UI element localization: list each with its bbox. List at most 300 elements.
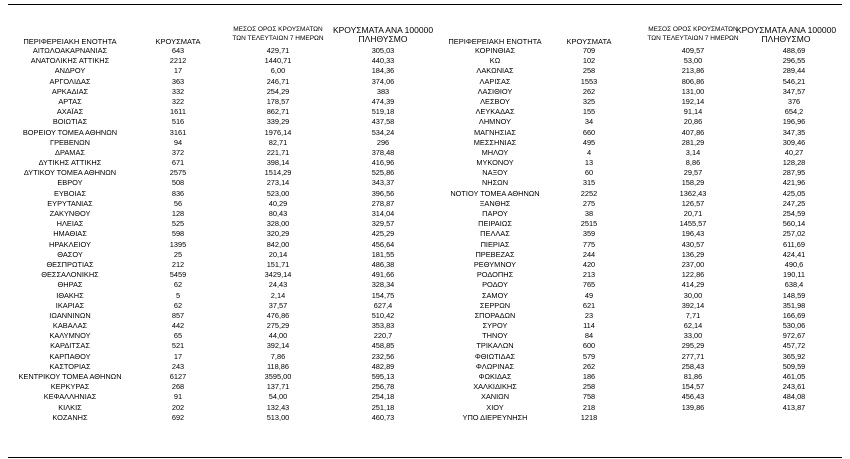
left-region-cell: ΚΑΡΠΑΘΟΥ	[49, 351, 91, 361]
right-cases-cell: 244	[582, 249, 596, 259]
left-per100k-cell: 154,75	[371, 290, 395, 300]
right-cases-cell: 660	[582, 127, 596, 137]
right-cases-cell: 262	[582, 86, 596, 96]
left-cases-cell: 643	[171, 46, 185, 55]
left-per100k-cell: 353,83	[371, 321, 395, 331]
right-avg7-cell: 20,86	[683, 117, 703, 127]
left-per100k-cell: 595,13	[371, 372, 395, 381]
left-cases-cell: 268	[171, 382, 185, 392]
table-row	[0, 311, 850, 321]
left-avg7-cell: 6,00	[270, 66, 286, 76]
right-per100k-cell: 413,87	[782, 402, 806, 412]
right-cases-cell: 325	[582, 96, 596, 106]
right-per100k-cell: 424,41	[782, 249, 806, 259]
right-per100k-cell: 509,59	[782, 361, 806, 371]
right-per100k-cell: 40,27	[784, 147, 804, 157]
right-per100k-cell: 457,72	[782, 341, 806, 351]
right-avg7-cell: 237,00	[681, 259, 705, 269]
right-avg7-cell: 430,57	[681, 239, 705, 249]
left-cases-cell: 5459	[169, 270, 187, 280]
right-cases-cell: 102	[582, 56, 596, 66]
left-region-cell: ΑΧΑΪΑΣ	[56, 107, 84, 117]
left-per100k-cell: 519,18	[371, 107, 395, 117]
right-region-cell: ΜΥΚΟΝΟΥ	[476, 158, 514, 168]
right-avg7-cell: 258,43	[681, 361, 705, 371]
right-avg7-cell: 277,71	[681, 351, 705, 361]
left-per100k-cell: 329,57	[371, 219, 395, 229]
left-cases-cell: 65	[173, 331, 183, 341]
left-avg7-cell: 398,14	[266, 158, 290, 168]
right-region-cell: ΡΟΔΟΥ	[482, 280, 508, 290]
left-region-cell: ΑΡΤΑΣ	[58, 96, 82, 106]
table-row	[0, 280, 850, 290]
table-row	[0, 209, 850, 219]
left-region-cell: ΑΝΔΡΟΥ	[54, 66, 86, 76]
table-row	[0, 372, 850, 382]
right-cases-cell: 186	[582, 372, 596, 381]
right-per100k-cell: 287,95	[782, 168, 806, 178]
right-avg7-cell: 126,57	[681, 198, 705, 208]
left-region-cell: ΚΑΣΤΟΡΙΑΣ	[49, 361, 91, 371]
right-avg7-cell: 81,86	[683, 372, 703, 381]
right-per100k-cell: 128,28	[782, 158, 806, 168]
left-cases-cell: 243	[171, 361, 185, 371]
left-per100k-cell: 184,36	[371, 66, 395, 76]
left-avg7-cell: 178,57	[266, 96, 290, 106]
table-bottom-border	[8, 457, 842, 458]
left-avg7-cell: 275,29	[266, 321, 290, 331]
left-per100k-cell: 378,48	[371, 147, 395, 157]
right-avg7-cell: 392,14	[681, 300, 705, 310]
left-region-cell: ΙΚΑΡΙΑΣ	[55, 300, 85, 310]
header-per100k-left-line2: ΠΛΗΘΥΣΜΟ	[358, 34, 408, 44]
left-avg7-cell: 320,29	[266, 229, 290, 239]
left-cases-cell: 62	[173, 300, 183, 310]
left-cases-cell: 91	[173, 392, 183, 402]
right-per100k-cell: 365,92	[782, 351, 806, 361]
right-per100k-cell: 972,67	[782, 331, 806, 341]
left-region-cell: ΖΑΚΥΝΘΟΥ	[49, 209, 91, 218]
table-row	[0, 178, 850, 188]
left-per100k-cell: 383	[376, 86, 390, 96]
table-row	[0, 97, 850, 107]
left-avg7-cell: 221,71	[266, 147, 290, 157]
right-region-cell: ΦΘΙΩΤΙΔΑΣ	[474, 351, 516, 361]
right-region-cell: ΛΗΜΝΟΥ	[478, 117, 512, 127]
header-per100k-right-line1: ΚΡΟΥΣΜΑΤΑ ΑΝΑ 100000	[735, 25, 837, 35]
left-cases-cell: 322	[171, 96, 185, 106]
left-avg7-cell: 3429,14	[264, 270, 292, 280]
left-per100k-cell: 256,78	[371, 382, 395, 392]
right-cases-cell: 2252	[580, 188, 598, 198]
right-per100k-cell: 654,2	[784, 107, 804, 117]
right-per100k-cell: 461,05	[782, 372, 806, 381]
left-avg7-cell: 862,71	[266, 107, 290, 117]
left-cases-cell: 202	[171, 402, 185, 412]
right-avg7-cell: 407,86	[681, 127, 705, 137]
left-avg7-cell: 246,71	[266, 76, 290, 86]
right-cases-cell: 420	[582, 259, 596, 269]
header-avg-right-line1: ΜΕΣΟΣ ΟΡΟΣ ΚΡΟΥΣΜΑΤΩΝ	[648, 26, 738, 33]
right-cases-cell: 114	[583, 321, 595, 331]
right-avg7-cell: 806,86	[681, 76, 705, 86]
left-per100k-cell: 343,37	[371, 178, 395, 188]
right-per100k-cell: 351,98	[782, 300, 806, 310]
left-per100k-cell: 510,42	[371, 310, 395, 320]
right-avg7-cell: 122,86	[681, 270, 705, 280]
right-avg7-cell: 33,00	[683, 331, 703, 341]
right-region-cell: ΡΕΘΥΜΝΟΥ	[473, 259, 517, 269]
right-per100k-cell: 166,69	[782, 310, 806, 320]
left-avg7-cell: 3595,00	[264, 372, 292, 381]
right-region-cell: ΣΥΡΟΥ	[482, 321, 508, 331]
right-region-cell: ΜΕΣΣΗΝΙΑΣ	[473, 137, 517, 147]
left-region-cell: ΔΡΑΜΑΣ	[55, 147, 85, 157]
left-per100k-cell: 220,7	[373, 331, 393, 341]
table-row	[0, 362, 850, 372]
left-avg7-cell: 24,43	[268, 280, 288, 290]
right-region-cell: ΥΠΟ ΔΙΕΡΕΥΝΗΣΗ	[462, 412, 528, 422]
left-per100k-cell: 437,58	[371, 117, 395, 127]
right-avg7-cell: 91,14	[683, 107, 703, 117]
table-row	[0, 46, 850, 56]
right-cases-cell: 155	[582, 107, 596, 117]
left-region-cell: ΔΥΤΙΚΟΥ ΤΟΜΕΑ ΑΘΗΝΩΝ	[23, 168, 117, 178]
left-per100k-cell: 460,73	[371, 412, 395, 422]
right-per100k-cell: 289,44	[782, 66, 806, 76]
right-avg7-cell: 281,29	[681, 137, 705, 147]
left-cases-cell: 442	[171, 321, 185, 331]
left-region-cell: ΗΛΕΙΑΣ	[56, 219, 84, 229]
right-per100k-cell: 484,08	[782, 392, 806, 402]
right-region-cell: ΝΟΤΙΟΥ ΤΟΜΕΑ ΑΘΗΝΩΝ	[450, 188, 540, 198]
left-region-cell: ΘΗΡΑΣ	[57, 280, 83, 290]
right-per100k-cell: 196,96	[782, 117, 806, 127]
left-region-cell: ΑΡΓΟΛΙΔΑΣ	[49, 76, 91, 86]
right-per100k-cell: 560,14	[782, 219, 806, 229]
header-region-right: ΠΕΡΙΦΕΡΕΙΑΚΗ ΕΝΟΤΗΤΑ	[448, 37, 542, 46]
left-avg7-cell: 476,86	[266, 310, 290, 320]
right-per100k-cell: 148,59	[782, 290, 806, 300]
left-region-cell: ΚΑΒΑΛΑΣ	[52, 321, 88, 331]
left-avg7-cell: 1514,29	[264, 168, 292, 178]
left-region-cell: ΕΥΡΥΤΑΝΙΑΣ	[47, 198, 93, 208]
left-avg7-cell: 842,00	[266, 239, 290, 249]
right-cases-cell: 84	[584, 331, 594, 341]
left-cases-cell: 857	[171, 310, 185, 320]
table-row	[0, 229, 850, 239]
left-avg7-cell: 254,29	[266, 86, 290, 96]
right-region-cell: ΝΗΣΩΝ	[481, 178, 509, 188]
left-per100k-cell: 328,34	[371, 280, 395, 290]
left-cases-cell: 128	[171, 209, 185, 218]
left-region-cell: ΕΥΒΟΙΑΣ	[53, 188, 87, 198]
left-cases-cell: 1395	[169, 239, 187, 249]
right-avg7-cell: 3,14	[685, 147, 701, 157]
table-row	[0, 341, 850, 351]
table-row	[0, 240, 850, 250]
header-avg-left-line1: ΜΕΣΟΣ ΟΡΟΣ ΚΡΟΥΣΜΑΤΩΝ	[233, 26, 323, 33]
table-row	[0, 301, 850, 311]
table-row	[0, 260, 850, 270]
right-region-cell: ΛΑΣΙΘΙΟΥ	[477, 86, 513, 96]
left-region-cell: ΙΩΑΝΝΙΝΩΝ	[49, 310, 91, 320]
left-avg7-cell: 80,43	[268, 209, 288, 218]
left-cases-cell: 363	[171, 76, 185, 86]
left-cases-cell: 17	[173, 66, 183, 76]
left-region-cell: ΘΕΣΣΑΛΟΝΙΚΗΣ	[41, 270, 99, 280]
left-region-cell: ΚΕΝΤΡΙΚΟΥ ΤΟΜΕΑ ΑΘΗΝΩΝ	[18, 372, 122, 381]
left-region-cell: ΚΟΖΑΝΗΣ	[52, 412, 88, 422]
right-region-cell: ΠΕΙΡΑΙΩΣ	[478, 219, 512, 229]
table-row	[0, 382, 850, 392]
header-avg-right-line2: ΤΩΝ ΤΕΛΕΥΤΑΙΩΝ 7 ΗΜΕΡΩΝ	[647, 35, 739, 42]
left-per100k-cell: 486,38	[371, 259, 395, 269]
table-row	[0, 56, 850, 66]
right-cases-cell: 359	[582, 229, 596, 239]
right-per100k-cell: 243,61	[782, 382, 806, 392]
table-row	[0, 352, 850, 362]
left-per100k-cell: 458,85	[371, 341, 395, 351]
left-per100k-cell: 305,03	[371, 46, 395, 55]
table-row	[0, 331, 850, 341]
left-cases-cell: 598	[171, 229, 185, 239]
right-cases-cell: 23	[584, 310, 594, 320]
table-row	[0, 66, 850, 76]
left-cases-cell: 212	[171, 259, 185, 269]
left-region-cell: ΗΜΑΘΙΑΣ	[53, 229, 87, 239]
right-region-cell: ΣΠΟΡΑΔΩΝ	[474, 310, 516, 320]
right-cases-cell: 621	[582, 300, 596, 310]
right-avg7-cell: 136,29	[681, 249, 705, 259]
left-region-cell: ΕΒΡΟΥ	[57, 178, 83, 188]
left-avg7-cell: 37,57	[268, 300, 288, 310]
right-cases-cell: 775	[582, 239, 596, 249]
left-cases-cell: 521	[171, 341, 185, 351]
right-region-cell: ΣΕΡΡΩΝ	[479, 300, 511, 310]
right-region-cell: ΜΑΓΝΗΣΙΑΣ	[474, 127, 516, 137]
left-cases-cell: 2575	[169, 168, 187, 178]
right-avg7-cell: 1455,57	[679, 219, 707, 229]
left-per100k-cell: 296	[376, 137, 390, 147]
right-avg7-cell: 131,00	[681, 86, 705, 96]
header-cases-left: ΚΡΟΥΣΜΑΤΑ	[155, 37, 201, 46]
right-region-cell: ΠΕΛΛΑΣ	[480, 229, 510, 239]
left-cases-cell: 6127	[169, 372, 187, 381]
right-cases-cell: 218	[582, 402, 596, 412]
right-avg7-cell: 20,71	[683, 209, 703, 218]
right-region-cell: ΛΕΣΒΟΥ	[480, 96, 510, 106]
right-region-cell: ΦΛΩΡΙΝΑΣ	[475, 361, 515, 371]
table-row	[0, 138, 850, 148]
left-avg7-cell: 273,14	[266, 178, 290, 188]
right-per100k-cell: 296,55	[782, 56, 806, 66]
left-cases-cell: 525	[171, 219, 185, 229]
right-avg7-cell: 192,14	[681, 96, 705, 106]
left-region-cell: ΑΙΤΩΛΟΑΚΑΡΝΑΝΙΑΣ	[32, 46, 108, 55]
right-per100k-cell: 611,69	[782, 239, 806, 249]
left-avg7-cell: 54,00	[268, 392, 288, 402]
right-region-cell: ΤΗΝΟΥ	[482, 331, 508, 341]
left-cases-cell: 671	[171, 158, 185, 168]
left-per100k-cell: 278,87	[371, 198, 395, 208]
left-per100k-cell: 440,33	[371, 56, 395, 66]
right-per100k-cell: 530,06	[782, 321, 806, 331]
left-region-cell: ΑΝΑΤΟΛΙΚΗΣ ΑΤΤΙΚΗΣ	[30, 56, 110, 66]
right-avg7-cell: 456,43	[681, 392, 705, 402]
left-per100k-cell: 456,64	[371, 239, 395, 249]
right-avg7-cell: 196,43	[681, 229, 705, 239]
left-region-cell: ΒΟΙΩΤΙΑΣ	[52, 117, 88, 127]
right-per100k-cell: 376	[787, 96, 801, 106]
right-region-cell: ΜΗΛΟΥ	[481, 147, 509, 157]
right-avg7-cell: 30,00	[683, 290, 703, 300]
right-cases-cell: 49	[584, 290, 594, 300]
table-row	[0, 87, 850, 97]
table-row	[0, 392, 850, 402]
header-per100k-left-line1: ΚΡΟΥΣΜΑΤΑ ΑΝΑ 100000	[332, 25, 434, 35]
right-cases-cell: 258	[582, 66, 596, 76]
right-cases-cell: 213	[582, 270, 596, 280]
right-region-cell: ΡΟΔΟΠΗΣ	[476, 270, 514, 280]
table-row	[0, 199, 850, 209]
right-avg7-cell: 7,71	[685, 310, 701, 320]
right-cases-cell: 38	[584, 209, 594, 218]
right-per100k-cell: 421,96	[782, 178, 806, 188]
left-cases-cell: 372	[171, 147, 185, 157]
left-per100k-cell: 425,29	[371, 229, 395, 239]
left-avg7-cell: 151,71	[266, 259, 290, 269]
left-cases-cell: 1611	[170, 107, 186, 117]
left-avg7-cell: 44,00	[268, 331, 288, 341]
left-per100k-cell: 491,66	[371, 270, 395, 280]
right-region-cell: ΧΑΛΚΙΔΙΚΗΣ	[473, 382, 517, 392]
header-cases-right: ΚΡΟΥΣΜΑΤΑ	[566, 37, 612, 46]
right-avg7-cell: 213,86	[681, 66, 705, 76]
table-row	[0, 403, 850, 413]
right-cases-cell: 600	[582, 341, 596, 351]
right-region-cell: ΚΟΡΙΝΘΙΑΣ	[474, 46, 516, 55]
right-avg7-cell: 29,57	[683, 168, 703, 178]
left-per100k-cell: 416,96	[371, 158, 395, 168]
right-cases-cell: 765	[582, 280, 596, 290]
left-avg7-cell: 40,29	[268, 198, 288, 208]
left-avg7-cell: 513,00	[266, 412, 290, 422]
left-per100k-cell: 254,18	[371, 392, 395, 402]
right-per100k-cell: 347,35	[782, 127, 806, 137]
right-avg7-cell: 414,29	[681, 280, 705, 290]
right-avg7-cell: 154,57	[681, 382, 705, 392]
right-avg7-cell: 53,00	[683, 56, 703, 66]
table-top-border	[8, 4, 842, 5]
left-avg7-cell: 339,29	[266, 117, 290, 127]
right-cases-cell: 758	[582, 392, 596, 402]
left-cases-cell: 692	[171, 412, 185, 422]
table-row	[0, 77, 850, 87]
left-region-cell: ΚΕΦΑΛΛΗΝΙΑΣ	[43, 392, 97, 402]
table-row	[0, 117, 850, 127]
right-cases-cell: 13	[584, 158, 594, 168]
right-per100k-cell: 425,05	[782, 188, 806, 198]
left-cases-cell: 508	[171, 178, 185, 188]
left-avg7-cell: 1976,14	[264, 127, 292, 137]
left-cases-cell: 56	[173, 198, 183, 208]
right-cases-cell: 1553	[580, 76, 598, 86]
left-region-cell: ΑΡΚΑΔΙΑΣ	[51, 86, 89, 96]
left-per100k-cell: 525,86	[371, 168, 395, 178]
header-region-left: ΠΕΡΙΦΕΡΕΙΑΚΗ ΕΝΟΤΗΤΑ	[23, 37, 117, 46]
left-region-cell: ΔΥΤΙΚΗΣ ΑΤΤΙΚΗΣ	[38, 158, 102, 168]
left-per100k-cell: 627,4	[373, 300, 393, 310]
table-row	[0, 158, 850, 168]
right-per100k-cell: 546,21	[782, 76, 806, 86]
left-region-cell: ΚΑΛΥΜΝΟΥ	[49, 331, 91, 341]
table-row	[0, 189, 850, 199]
left-per100k-cell: 232,56	[371, 351, 395, 361]
left-per100k-cell: 474,39	[371, 96, 395, 106]
left-cases-cell: 94	[173, 137, 183, 147]
table-row	[0, 270, 850, 280]
table-row	[0, 291, 850, 301]
left-avg7-cell: 7,86	[270, 351, 286, 361]
right-region-cell: ΧΑΝΙΩΝ	[480, 392, 510, 402]
right-per100k-cell: 257,02	[782, 229, 806, 239]
right-cases-cell: 315	[582, 178, 596, 188]
table-row	[0, 219, 850, 229]
right-region-cell: ΝΑΞΟΥ	[482, 168, 508, 178]
right-region-cell: ΠΡΕΒΕΖΑΣ	[475, 249, 515, 259]
left-cases-cell: 836	[171, 188, 185, 198]
right-region-cell: ΞΑΝΘΗΣ	[479, 198, 511, 208]
right-region-cell: ΛΕΥΚΑΔΑΣ	[475, 107, 515, 117]
right-avg7-cell: 62,14	[683, 321, 703, 331]
right-cases-cell: 34	[584, 117, 594, 127]
left-cases-cell: 62	[173, 280, 183, 290]
table-body	[0, 46, 850, 423]
right-per100k-cell: 309,46	[782, 137, 806, 147]
right-avg7-cell: 409,57	[681, 46, 705, 55]
right-cases-cell: 2515	[580, 219, 598, 229]
right-per100k-cell: 190,11	[782, 270, 806, 280]
header-per100k-right-line2: ΠΛΗΘΥΣΜΟ	[761, 34, 811, 44]
right-per100k-cell: 488,69	[782, 46, 806, 55]
left-region-cell: ΚΑΡΔΙΤΣΑΣ	[50, 341, 90, 351]
table-row	[0, 128, 850, 138]
right-per100k-cell: 254,59	[782, 209, 806, 218]
left-cases-cell: 17	[173, 351, 183, 361]
left-per100k-cell: 534,24	[371, 127, 395, 137]
table-row	[0, 250, 850, 260]
left-avg7-cell: 392,14	[266, 341, 290, 351]
left-avg7-cell: 82,71	[268, 137, 288, 147]
left-per100k-cell: 251,18	[371, 402, 395, 412]
left-region-cell: ΗΡΑΚΛΕΙΟΥ	[49, 239, 91, 249]
right-per100k-cell: 490,6	[784, 259, 804, 269]
left-per100k-cell: 181,55	[371, 249, 395, 259]
right-region-cell: ΣΑΜΟΥ	[481, 290, 509, 300]
table-row	[0, 107, 850, 117]
right-per100k-cell: 347,57	[782, 86, 806, 96]
right-cases-cell: 262	[582, 361, 596, 371]
left-region-cell: ΚΕΡΚΥΡΑΣ	[50, 382, 90, 392]
right-per100k-cell: 247,25	[782, 198, 806, 208]
left-per100k-cell: 482,89	[371, 361, 395, 371]
table-row	[0, 321, 850, 331]
left-cases-cell: 5	[175, 290, 181, 300]
left-avg7-cell: 328,00	[266, 219, 290, 229]
table-row	[0, 148, 850, 158]
left-avg7-cell: 429,71	[266, 46, 290, 55]
